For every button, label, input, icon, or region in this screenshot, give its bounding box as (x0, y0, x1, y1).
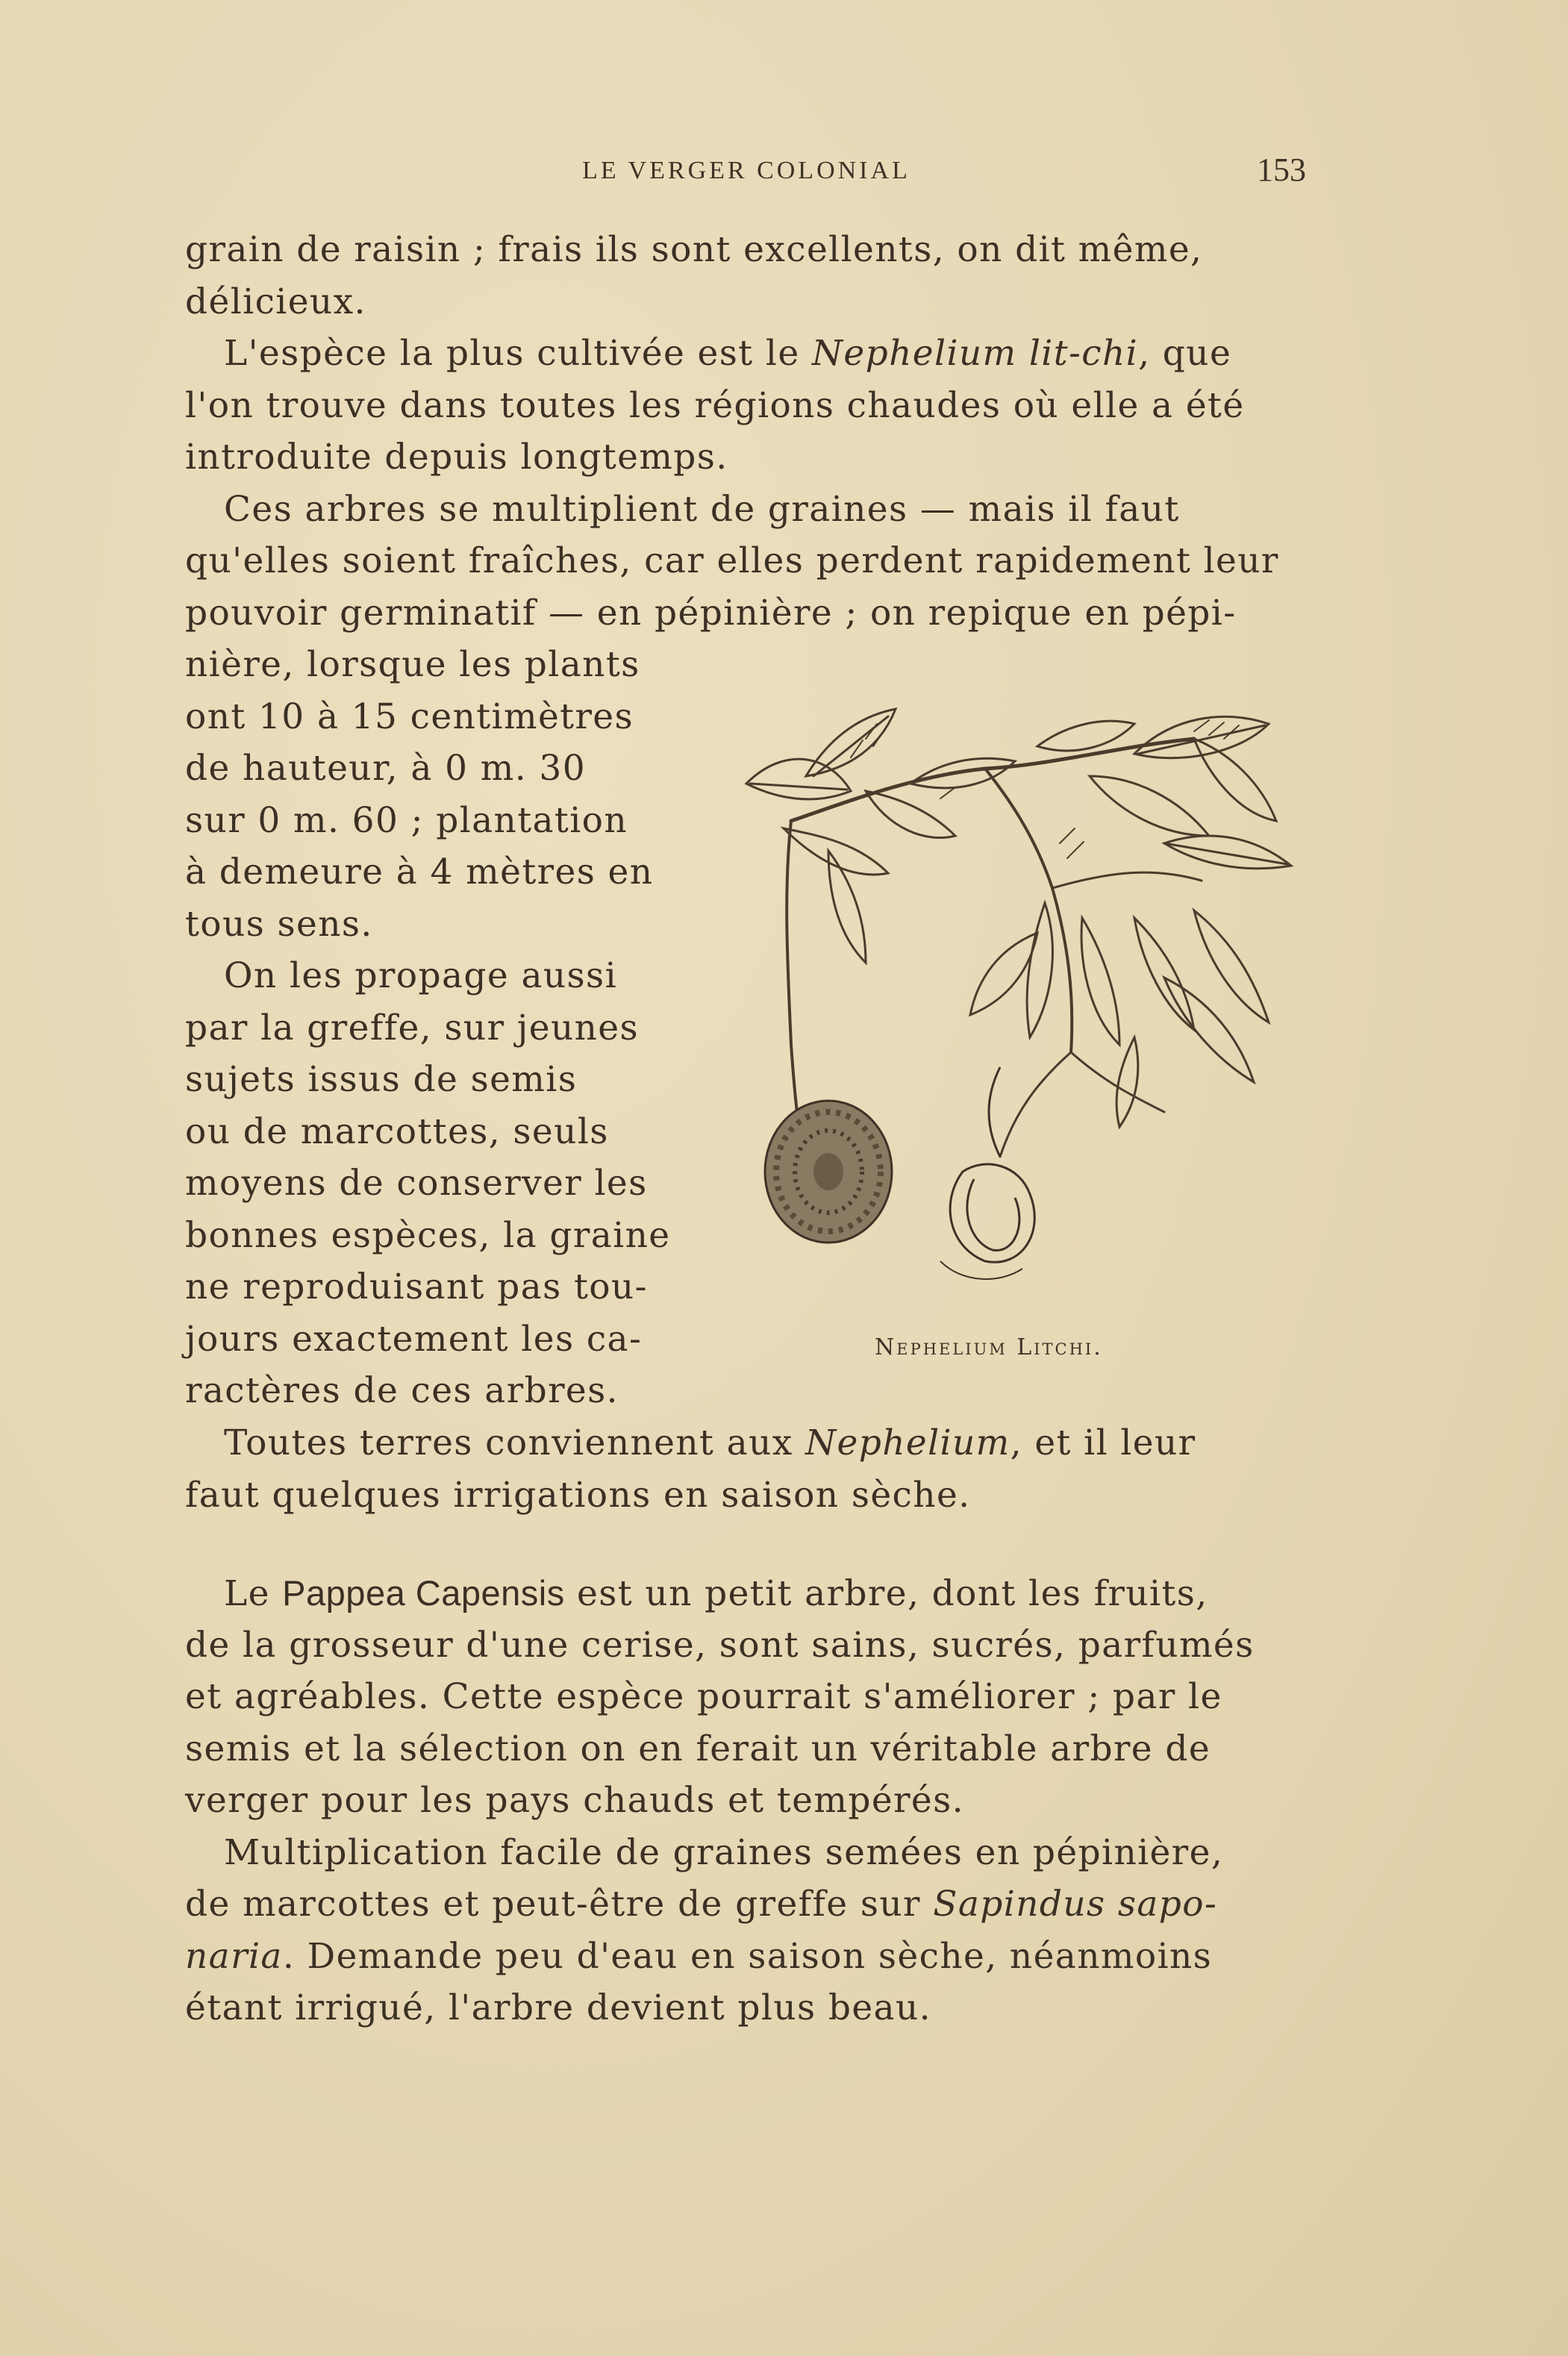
litchi-branch-drawing (716, 694, 1306, 1291)
text-line: qu'elles soient fraîches, car elles perdent rapidement leur (185, 540, 1279, 581)
text-line: étant irrigué, l'arbre devient plus beau. (185, 1987, 931, 2028)
litchi-fruit (765, 1101, 892, 1243)
text-line: Le Pappea Capensis est un petit arbre, dont les fruits, (224, 1573, 1208, 1614)
page-header (187, 151, 1306, 194)
page-number: 153 (1257, 151, 1306, 188)
text-line: ne reproduisant pas tou- (185, 1266, 648, 1307)
text-line: par la greffe, sur jeunes (185, 1007, 640, 1049)
text-line: On les propage aussi (224, 955, 618, 996)
open-fruit (940, 1067, 1034, 1279)
text-line: L'espèce la plus cultivée est le Nephelium lit-chi, que (224, 333, 1232, 374)
text-line: naria. Demande peu d'eau en saison sèche, néanmoins (185, 1935, 1213, 1977)
text-line: moyens de conserver les (185, 1163, 648, 1204)
running-title: LE VERGER COLONIAL (582, 157, 910, 184)
text-line: semis et la sélection on en ferait un véritable arbre de (185, 1728, 1211, 1769)
text-line: bonnes espèces, la graine (185, 1214, 671, 1256)
text-line: Multiplication facile de graines semées en pépinière, (224, 1831, 1224, 1873)
text-line: de marcottes et peut-être de greffe sur Sapindus sapo- (185, 1884, 1218, 1925)
text-line: ractères de ces arbres. (185, 1370, 619, 1411)
text-line: introduite depuis longtemps. (185, 437, 728, 478)
text-line: à demeure à 4 mètres en (185, 852, 654, 893)
text-line: verger pour les pays chauds et tempérés. (185, 1780, 965, 1821)
litchi-illustration (716, 694, 1306, 1321)
text-line: et agréables. Cette espèce pourrait s'améliorer ; par le (185, 1676, 1222, 1717)
text-block-middle (185, 1417, 1308, 1521)
text-block-bottom (185, 1567, 1308, 2034)
text-block-top (185, 224, 1308, 639)
text-line: faut quelques irrigations en saison sèche. (185, 1474, 971, 1516)
text-line: de hauteur, à 0 m. 30 (185, 748, 587, 789)
figure-caption: Nephelium Litchi. (875, 1334, 1103, 1360)
text-line: ou de marcottes, seuls (185, 1110, 609, 1152)
text-block-beside-figure (185, 639, 671, 1417)
text-line: Ces arbres se multiplient de graines — mais il faut (224, 488, 1180, 530)
text-line: délicieux. (185, 281, 366, 322)
text-line: tous sens. (185, 903, 373, 945)
text-line: Toutes terres conviennent aux Nephelium, et il leur (224, 1422, 1196, 1463)
text-line: jours exactement les ca- (185, 1318, 643, 1360)
text-line: grain de raisin ; frais ils sont excellents, on dit même, (185, 229, 1203, 270)
text-line: nière, lorsque les plants (185, 644, 640, 685)
text-line: sujets issus de semis (185, 1059, 578, 1100)
text-line: pouvoir germinatif — en pépinière ; on repique en pépi- (185, 592, 1237, 634)
text-line: l'on trouve dans toutes les régions chaudes où elle a été (185, 384, 1245, 426)
text-line: sur 0 m. 60 ; plantation (185, 799, 628, 841)
text-line: ont 10 à 15 centimètres (185, 696, 634, 737)
text-line: de la grosseur d'une cerise, sont sains, sucrés, parfumés (185, 1624, 1255, 1666)
